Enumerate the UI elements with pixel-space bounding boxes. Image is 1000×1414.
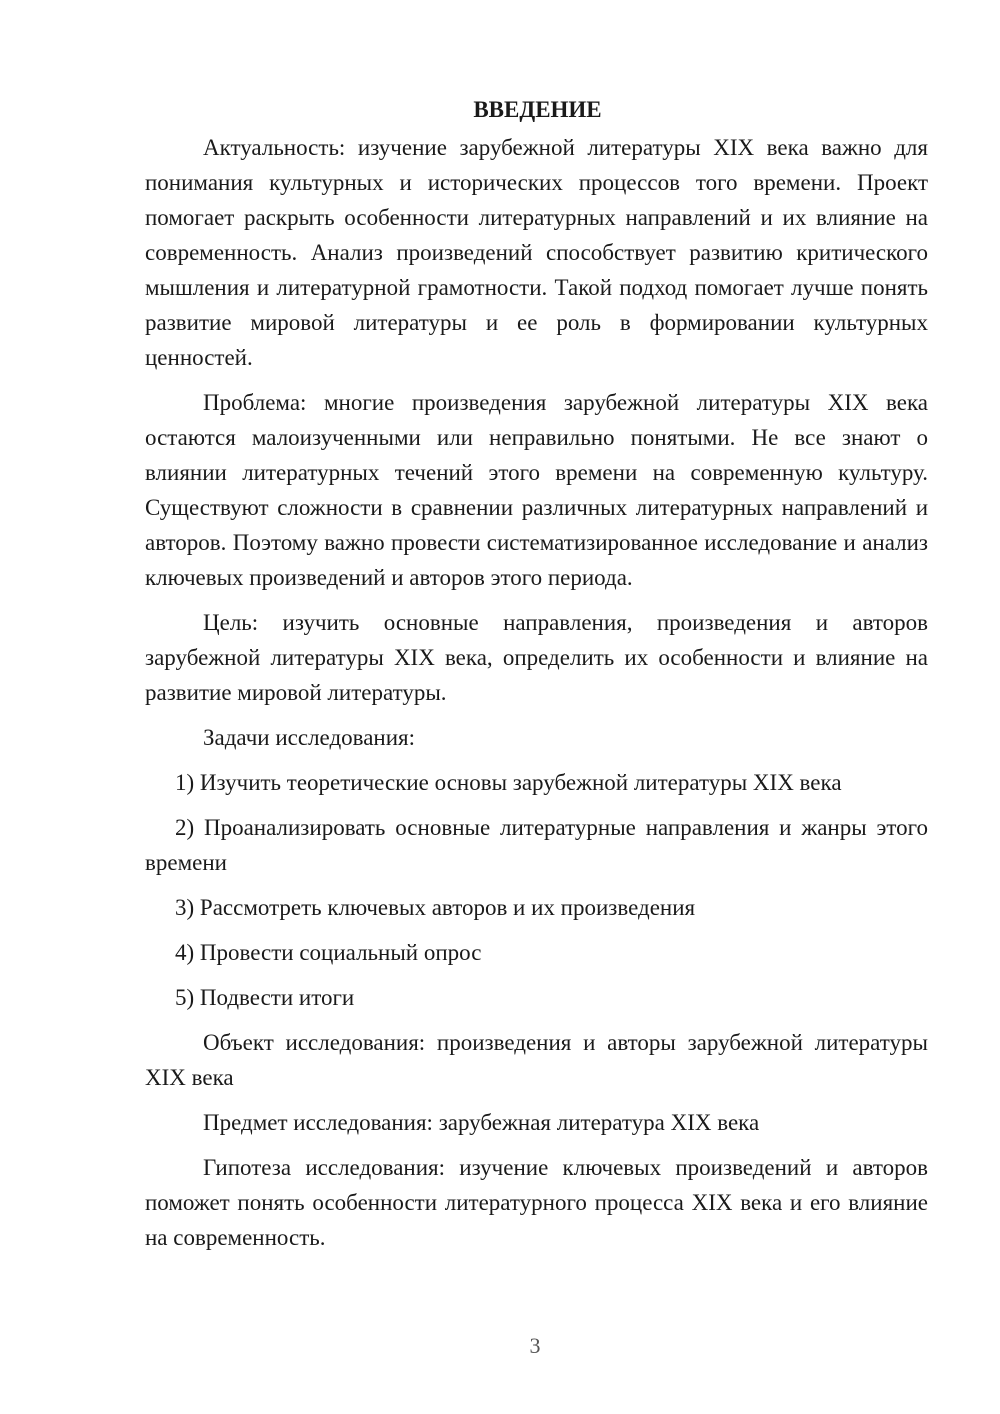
paragraph-subject: Предмет исследования: зарубежная литература XIX века	[203, 1110, 760, 1135]
task-item-5: 5) Подвести итоги	[175, 985, 355, 1010]
task-item-4: 4) Провести социальный опрос	[175, 940, 482, 965]
tasks-heading: Задачи исследования:	[203, 725, 416, 750]
task-item-3: 3) Рассмотреть ключевых авторов и их произведения	[175, 895, 696, 920]
paragraph-object: Объект исследования: произведения и авторы зарубежной литературы XIX века	[145, 1030, 928, 1090]
paragraph-goal: Цель: изучить основные направления, произведения и авторов зарубежной литературы XIX века, определить их особенности и влияние на развитие мировой литературы.	[145, 610, 928, 705]
page-title: ВВЕДЕНИЕ	[473, 97, 602, 122]
paragraph-relevance: Актуальность: изучение зарубежной литературы XIX века важно для понимания культурных и исторических процессов того времени. Проект помогает раскрыть особенности литературных направлений и их влияние на современность. Анализ произведений способствует развитию критического мышления и литературной грамотности. Такой подход помогает лучше понять развитие мировой литературы и ее роль в формировании культурных ценностей.	[145, 135, 928, 370]
document-page	[145, 92, 928, 1265]
paragraph-hypothesis: Гипотеза исследования: изучение ключевых произведений и авторов поможет понять особенности литературного процесса XIX века и его влияние на современность.	[145, 1155, 928, 1250]
task-item-2: 2) Проанализировать основные литературные направления и жанры этого времени	[145, 815, 928, 875]
task-item-1: 1) Изучить теоретические основы зарубежной литературы XIX века	[175, 770, 842, 795]
page-number: 3	[529, 1333, 541, 1358]
paragraph-problem: Проблема: многие произведения зарубежной литературы XIX века остаются малоизученными или неправильно понятыми. Не все знают о влиянии литературных течений этого времени на современную культуру. Существуют сложности в сравнении различных литературных направлений и авторов. Поэтому важно провести систематизированное исследование и анализ ключевых произведений и авторов этого периода.	[145, 390, 928, 590]
